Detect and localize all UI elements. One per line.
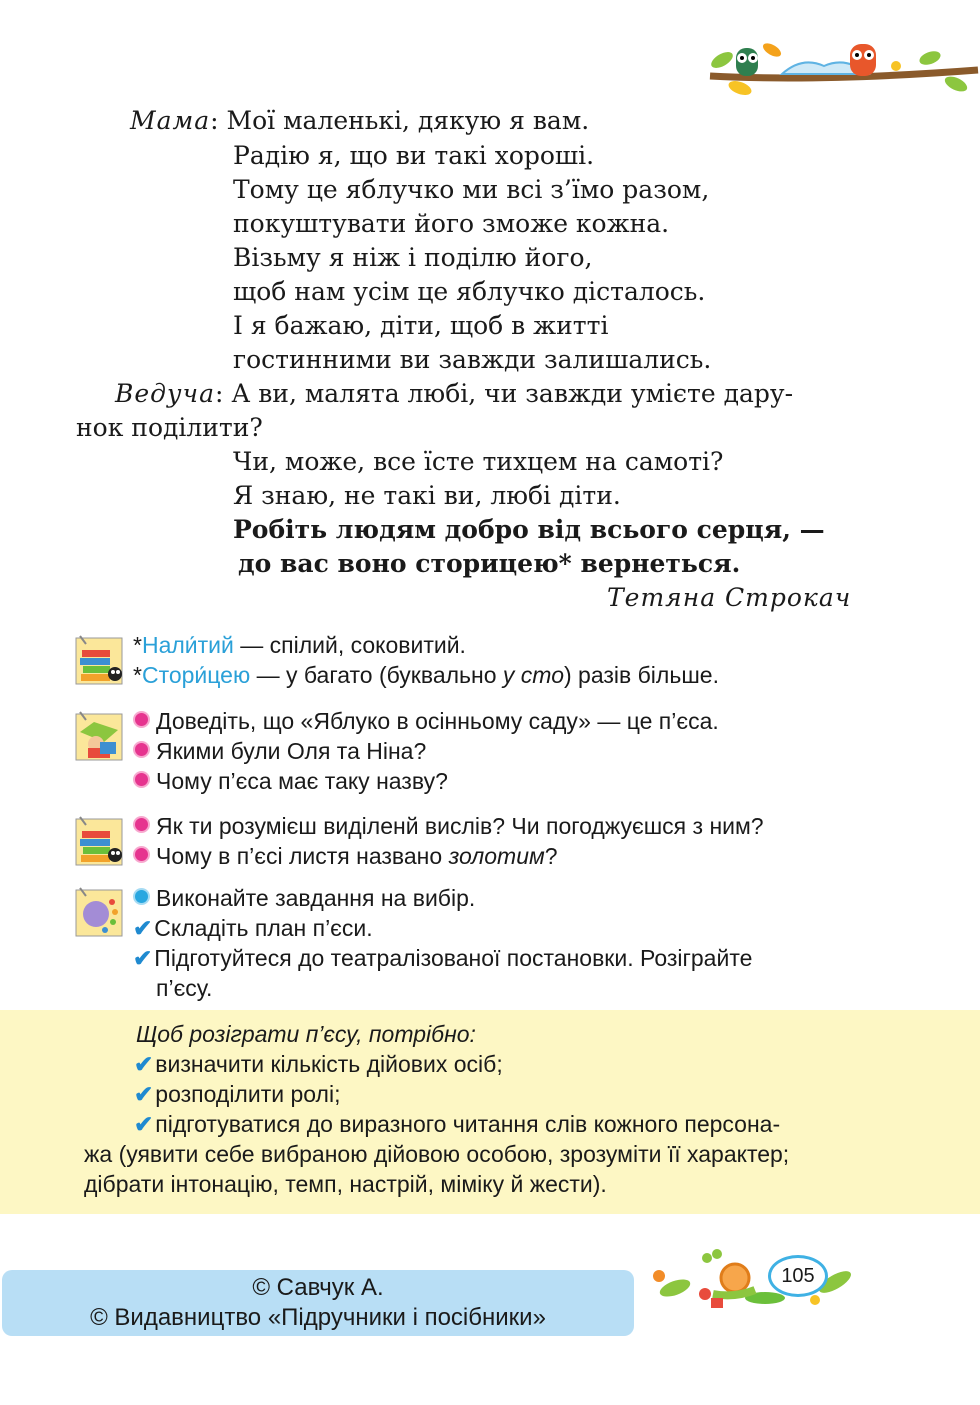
glossary-definition: — спілий, соковитий.: [233, 632, 466, 658]
glossary-definition-italic: у сто: [502, 662, 564, 688]
question-1-2: [133, 736, 426, 766]
bullet-dot-icon: [133, 741, 150, 758]
question-2-1: [133, 811, 764, 841]
question-2-2: [133, 841, 558, 871]
host-line-4: Я знаю, не такі ви, любі діти.: [233, 481, 621, 510]
question-1-3: [133, 766, 448, 796]
note-text: визначити кількість дійових осіб;: [155, 1051, 503, 1077]
glossary-item-1: [133, 630, 466, 660]
question-text: Чому в п’єсі листя названо: [156, 843, 449, 869]
mama-line-4: покуштувати його зможе кожна.: [233, 209, 670, 238]
question-text: Якими були Оля та Ніна?: [156, 738, 427, 764]
task-2-continued: п’єсу.: [156, 975, 213, 1001]
host-line-text: : А ви, малята любі, чи завжди умієте дару-: [214, 379, 794, 408]
task-2: [133, 943, 752, 973]
copyright-line-2: © Видавництво «Підручники і посібники»: [90, 1304, 546, 1331]
checkmark-icon: ✔: [134, 1081, 154, 1107]
question-text-italic: золотим: [448, 843, 545, 869]
note-item-1: [134, 1049, 503, 1079]
mama-line-text: : Мої маленькі, дякую я вам.: [210, 106, 590, 135]
glossary-definition: — у багато (буквально: [250, 662, 503, 688]
mama-line-6: щоб нам усім це яблучко дісталось.: [233, 277, 706, 306]
mama-line-3: Тому це яблучко ми всі з’їмо разом,: [233, 175, 710, 204]
note-item-3-line-3: дібрати інтонацію, темп, настрій, міміку й жести).: [84, 1171, 607, 1197]
checkmark-icon: ✔: [133, 945, 153, 971]
host-line-2: нок поділити?: [76, 413, 263, 442]
moral-line-2: до вас воно сторицею* вернеться.: [238, 549, 741, 578]
task-intro: [133, 883, 475, 913]
question-text: ?: [544, 843, 558, 869]
host-line-1: [115, 377, 793, 410]
branch-owls-book-illustration: [700, 36, 980, 102]
page-number: 105: [768, 1255, 828, 1297]
speaker-mama: Мама: [130, 106, 211, 135]
palette-icon: [74, 886, 124, 938]
task-text: Підготуйтеся до театралізованої постановки. Розіграйте: [154, 945, 753, 971]
reading-child-icon: [74, 710, 124, 762]
speaker-host: Ведуча: [115, 379, 215, 408]
question-text: Доведіть, що «Яблуко в осінньому саду» — це п’єса.: [156, 708, 719, 734]
bullet-dot-icon: [133, 711, 150, 728]
mama-line-7: І я бажаю, діти, щоб в житті: [233, 311, 609, 340]
note-text: розподілити ролі;: [155, 1081, 341, 1107]
glossary-item-2: [133, 660, 719, 690]
question-text: Як ти розумієш виділенй вислів? Чи погоджуєшся з ним?: [156, 813, 764, 839]
note-title: Щоб розіграти п’єсу, потрібно:: [136, 1021, 476, 1047]
copyright-line-1: © Савчук А.: [252, 1274, 384, 1301]
note-item-3-line-2: жа (уявити себе вибраною дійовою особою, зрозуміти її характер;: [84, 1141, 790, 1167]
books-owl-icon: [74, 634, 124, 686]
glossary-term: Нали́тий: [141, 632, 234, 658]
question-1-1: [133, 706, 719, 736]
checkmark-icon: ✔: [134, 1051, 154, 1077]
note-text: підготуватися до виразного читання слів кожного персона-: [155, 1111, 781, 1137]
task-text: Складіть план п’єси.: [154, 915, 373, 941]
checkmark-icon: ✔: [133, 915, 153, 941]
bullet-dot-icon: [133, 846, 150, 863]
task-text: Виконайте завдання на вибір.: [156, 885, 476, 911]
bullet-dot-icon: [133, 771, 150, 788]
task-1: [133, 913, 373, 943]
note-item-2: [134, 1079, 340, 1109]
books-owl-icon: [74, 815, 124, 867]
author: Тетяна Строкач: [607, 583, 852, 612]
mama-line-5: Візьму я ніж і поділю його,: [233, 243, 593, 272]
asterisk: *: [133, 662, 142, 688]
host-line-3: Чи, може, все їсте тихцем на самоті?: [233, 447, 724, 476]
asterisk: *: [133, 632, 142, 658]
question-text: Чому п’єса має таку назву?: [156, 768, 448, 794]
glossary-term: Стори́цею: [141, 662, 251, 688]
mama-line-1: [130, 104, 589, 137]
checkmark-icon: ✔: [134, 1111, 154, 1137]
moral-line-1: Робіть людям добро від всього серця, —: [233, 515, 825, 544]
bullet-dot-icon: [133, 888, 150, 905]
glossary-definition: ) разів більше.: [564, 662, 719, 688]
note-item-3: [134, 1109, 780, 1139]
bullet-dot-icon: [133, 816, 150, 833]
mama-line-8: гостинними ви завжди залишались.: [233, 345, 712, 374]
mama-line-2: Радію я, що ви такі хороші.: [233, 141, 595, 170]
